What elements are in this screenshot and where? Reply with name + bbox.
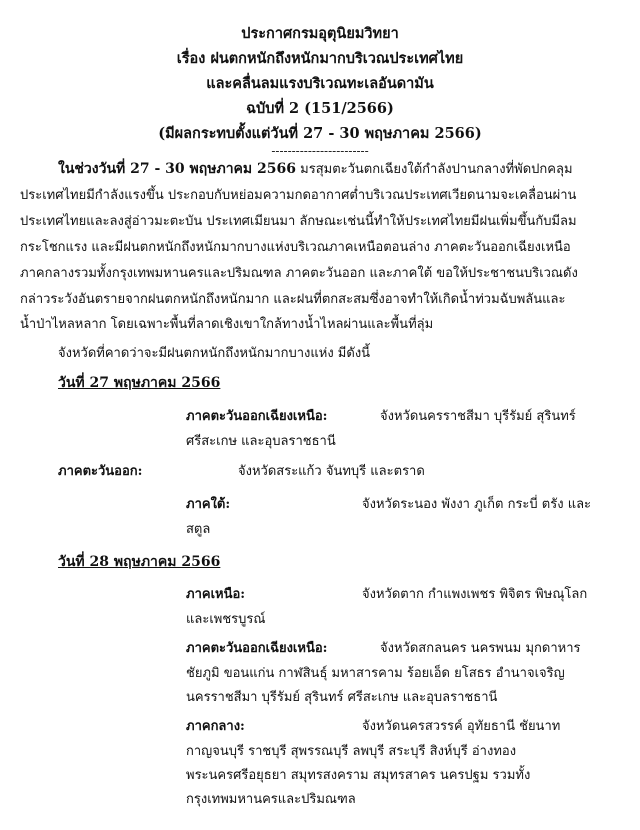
day1-ne-label: ภาคตะวันออกเฉียงเหนือ:: [186, 409, 328, 424]
day1-date-heading: วันที่ 27 พฤษภาคม 2566: [58, 375, 221, 391]
announcement-subject: เรื่อง ฝนตกหนักถึงหนักมากบริเวณประเทศไทย: [176, 50, 464, 67]
day2-central-provinces-4: กรุงเทพมหานครและปริมณฑล: [186, 792, 356, 807]
day1-south-provinces-1: จังหวัดระนอง พังงา ภูเก็ต กระบี่ ตรัง และ: [362, 497, 592, 512]
intro-line-4: กระโชกแรง และมีฝนตกหนักถึงหนักมากบางแห่งบริเวณภาคเหนือตอนล่าง ภาคตะวันออกเฉียงเหนือ: [20, 240, 571, 255]
agency-title: ประกาศกรมอุตุนิยมวิทยา: [241, 25, 399, 42]
day2-north-provinces-2: และเพชรบูรณ์: [186, 612, 266, 627]
day2-ne-provinces-2: ชัยภูมิ ขอนแก่น กาฬสินธุ์ มหาสารคาม ร้อยเอ็ด ยโสธร อำนาจเจริญ: [186, 666, 565, 681]
header-divider: ------------------------: [271, 144, 369, 158]
intro-line-6: กล่าวระวังอันตรายจากฝนตกหนักถึงหนักมาก และฝนที่ตกสะสมซึ่งอาจทำให้เกิดน้ำท่วมฉับพลันและ: [20, 292, 566, 307]
issue-number: ฉบับที่ 2 (151/2566): [246, 100, 394, 117]
intro-line-3: ประเทศไทยและลงสู่อ่าวมะตะบัน ประเทศเมียนมา ลักษณะเช่นนี้ทำให้ประเทศไทยมีฝนเพิ่มขึ้นกับมีลม: [20, 214, 577, 229]
day1-east-label: ภาคตะวันออก:: [58, 464, 143, 479]
day2-date-heading: วันที่ 28 พฤษภาคม 2566: [58, 554, 221, 570]
day1-east-provinces: จังหวัดสระแก้ว จันทบุรี และตราด: [238, 464, 425, 479]
day2-central-label: ภาคกลาง:: [186, 719, 245, 734]
announcement-subject-cont: และคลื่นลมแรงบริเวณทะเลอันดามัน: [206, 75, 434, 92]
day2-north-label: ภาคเหนือ:: [186, 587, 246, 602]
day2-ne-provinces-3: นครราชสีมา บุรีรัมย์ สุรินทร์ ศรีสะเกษ และอุบลราชธานี: [186, 690, 498, 705]
day2-north-provinces-1: จังหวัดตาก กำแพงเพชร พิจิตร พิษณุโลก: [362, 587, 588, 602]
intro-line-5: ภาคกลางรวมทั้งกรุงเทพมหานครและปริมณฑล ภาคตะวันออก และภาคใต้ ขอให้ประชาชนบริเวณดัง: [20, 266, 578, 281]
day1-south-label: ภาคใต้:: [186, 497, 231, 512]
day1-ne-provinces-1: จังหวัดนครราชสีมา บุรีรัมย์ สุรินทร์: [380, 409, 576, 424]
provinces-intro: จังหวัดที่คาดว่าจะมีฝนตกหนักถึงหนักมากบางแห่ง มีดังนี้: [58, 346, 371, 361]
day1-south-provinces-2: สตูล: [186, 522, 211, 537]
day2-central-provinces-2: กาญจนบุรี ราชบุรี สุพรรณบุรี ลพบุรี สระบุรี สิงห์บุรี อ่างทอง: [186, 744, 517, 759]
day2-central-provinces-3: พระนครศรีอยุธยา สมุทรสงคราม สมุทรสาคร นครปฐม รวมทั้ง: [186, 768, 531, 783]
effective-period: (มีผลกระทบตั้งแต่วันที่ 27 - 30 พฤษภาคม 2566): [158, 125, 482, 142]
day1-ne-provinces-2: ศรีสะเกษ และอุบลราชธานี: [186, 434, 336, 449]
day2-ne-provinces-1: จังหวัดสกลนคร นครพนม มุกดาหาร: [380, 641, 581, 656]
intro-lead: ในช่วงวันที่ 27 - 30 พฤษภาคม 2566: [58, 161, 296, 177]
intro-line-7: น้ำป่าไหลหลาก โดยเฉพาะพื้นที่ลาดเชิงเขาใกล้ทางน้ำไหลผ่านและพื้นที่ลุ่ม: [20, 317, 434, 332]
day2-central-provinces-1: จังหวัดนครสวรรค์ อุทัยธานี ชัยนาท: [362, 719, 561, 734]
intro-line-2: ประเทศไทยมีกำลังแรงขึ้น ประกอบกับหย่อมความกดอากาศต่ำบริเวณประเทศเวียดนามจะเคลื่อนผ่าน: [20, 188, 577, 203]
day2-ne-label: ภาคตะวันออกเฉียงเหนือ:: [186, 641, 328, 656]
intro-line-1-rest: มรสุมตะวันตกเฉียงใต้กำลังปานกลางที่พัดปกคลุม: [300, 162, 573, 177]
intro-line-1: [58, 158, 573, 180]
